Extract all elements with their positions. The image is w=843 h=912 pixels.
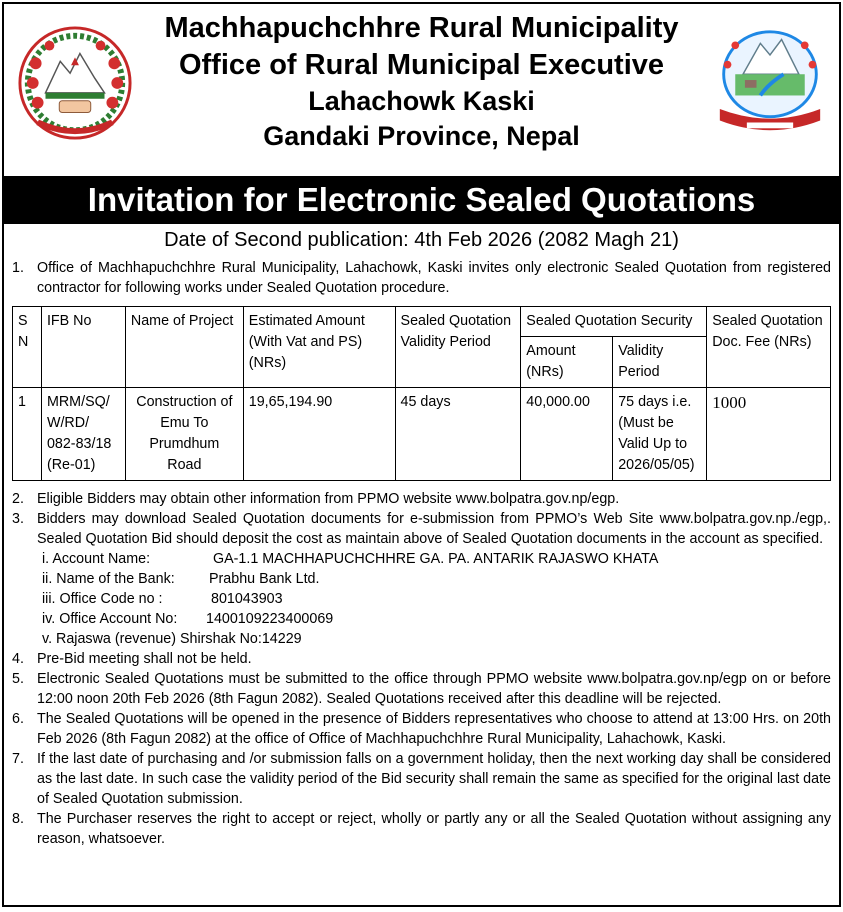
clause-number: 5. xyxy=(12,671,24,687)
clause-text: Bidders may download Sealed Quotation documents for e-submission from PPMO’s Web Site www.bolpatra.gov.np./egp,. Sealed Quotation Bid should deposit the cost as maintain above of Sealed Quotation documents in the account as specified. xyxy=(37,511,831,547)
clause-number: 1. xyxy=(12,260,24,276)
cell-estimated-amount: 19,65,194.90 xyxy=(243,388,395,481)
clause-7 xyxy=(4,749,839,809)
revenue-shirshak-row xyxy=(4,629,839,649)
header-validity-period: Sealed Quotation Validity Period xyxy=(395,307,521,388)
clause-number: 7. xyxy=(12,751,24,767)
clause-text: Pre-Bid meeting shall not be held. xyxy=(37,651,252,667)
clause-3 xyxy=(4,509,839,549)
office-account-row xyxy=(4,609,839,629)
clause-text: If the last date of purchasing and /or submission falls on a government holiday, then the next working day shall be considered as the last date. In such case the validity period of the Bid security shall remain the same as specified for the original last date of Sealed Quotation submission. xyxy=(37,751,831,807)
clause-number: 3. xyxy=(12,511,24,527)
clause-6 xyxy=(4,709,839,749)
account-label: iii. Office Code no : xyxy=(42,591,163,607)
account-value: 14229 xyxy=(261,631,302,647)
clause-text: Office of Machhapuchchhre Rural Municipality, Lahachowk, Kaski invites only electronic Sealed Quotation from registered contractor for following works under Sealed Quotation procedure. xyxy=(37,260,831,296)
account-value: 801043903 xyxy=(211,591,283,607)
header-sn: S N xyxy=(13,307,42,388)
quotation-table xyxy=(12,306,831,481)
clause-8 xyxy=(4,809,839,849)
office-location: Lahachowk Kaski xyxy=(308,86,535,116)
office-code-row xyxy=(4,589,839,609)
header-estimated-amount: Estimated Amount (With Vat and PS) (NRs) xyxy=(243,307,395,388)
clause-number: 4. xyxy=(12,651,24,667)
office-name: Office of Rural Municipal Executive xyxy=(178,49,665,81)
account-value: Prabhu Bank Ltd. xyxy=(209,571,320,587)
bank-name-row xyxy=(4,569,839,589)
cell-security-validity: 75 days i.e. (Must be Valid Up to 2026/05/05) xyxy=(613,388,707,481)
cell-validity-period: 45 days xyxy=(395,388,521,481)
account-label: v. Rajaswa (revenue) Shirshak No: xyxy=(42,631,262,647)
clause-2 xyxy=(4,489,839,509)
cell-doc-fee: 1000 xyxy=(707,388,831,481)
clause-text: The Sealed Quotations will be opened in the presence of Bidders representatives who choose to attend at 13:00 Hrs. on 20th Feb 2026 (8th Fagun 2082) at the office of Office of Machhapuchchhre Rural Municipality, Lahachowk, Kaski. xyxy=(37,711,831,747)
header-project-name: Name of Project xyxy=(125,307,243,388)
clause-text: Electronic Sealed Quotations must be submitted to the office through PPMO website www.bolpatra.gov.np/egp on or before 12:00 noon 20th Feb 2026 (8th Fagun 2082). Sealed Quotations received after this deadline will be rejected. xyxy=(37,671,831,707)
cell-sn: 1 xyxy=(13,388,42,481)
clause-number: 8. xyxy=(12,811,24,827)
notice-page xyxy=(2,2,841,907)
account-label: ii. Name of the Bank: xyxy=(42,571,175,587)
clause-5 xyxy=(4,669,839,709)
account-value: 1400109223400069 xyxy=(206,611,334,627)
clause-number: 6. xyxy=(12,711,24,727)
account-name-row xyxy=(4,549,839,569)
clause-number: 2. xyxy=(12,491,24,507)
account-label: i. Account Name: xyxy=(42,551,151,567)
municipality-logo-icon xyxy=(712,26,828,136)
clause-text: Eligible Bidders may obtain other information from PPMO website www.bolpatra.gov.np/egp. xyxy=(37,491,620,507)
account-label: iv. Office Account No: xyxy=(42,611,178,627)
account-value: GA-1.1 MACHHAPUCHCHHRE GA. PA. ANTARIK RAJASWO KHATA xyxy=(213,551,659,567)
municipality-name: Machhapuchchhre Rural Municipality xyxy=(164,12,679,44)
clause-1 xyxy=(4,258,839,298)
notice-title: Invitation for Electronic Sealed Quotations xyxy=(4,176,839,224)
clause-4 xyxy=(4,649,839,669)
header-security-validity: Validity Period xyxy=(613,337,707,388)
publication-date: Date of Second publication: 4th Feb 2026 (2082 Magh 21) xyxy=(164,229,679,251)
cell-project-name: Construction of Emu To Prumdhum Road xyxy=(125,388,243,481)
header-ifb-no: IFB No xyxy=(41,307,125,388)
province-name: Gandaki Province, Nepal xyxy=(263,121,580,151)
header xyxy=(4,4,839,176)
table-row xyxy=(13,388,831,481)
header-security-amount: Amount (NRs) xyxy=(521,337,613,388)
nepal-emblem-icon xyxy=(16,24,134,142)
header-security: Sealed Quotation Security xyxy=(521,307,707,337)
header-doc-fee: Sealed Quotation Doc. Fee (NRs) xyxy=(707,307,831,388)
clause-text: The Purchaser reserves the right to accept or reject, wholly or partly any or all the Sealed Quotation without assigning any reason, whatsoever. xyxy=(37,811,831,847)
cell-ifb-no: MRM/SQ/ W/RD/ 082-83/18 (Re-01) xyxy=(41,388,125,481)
cell-security-amount: 40,000.00 xyxy=(521,388,613,481)
